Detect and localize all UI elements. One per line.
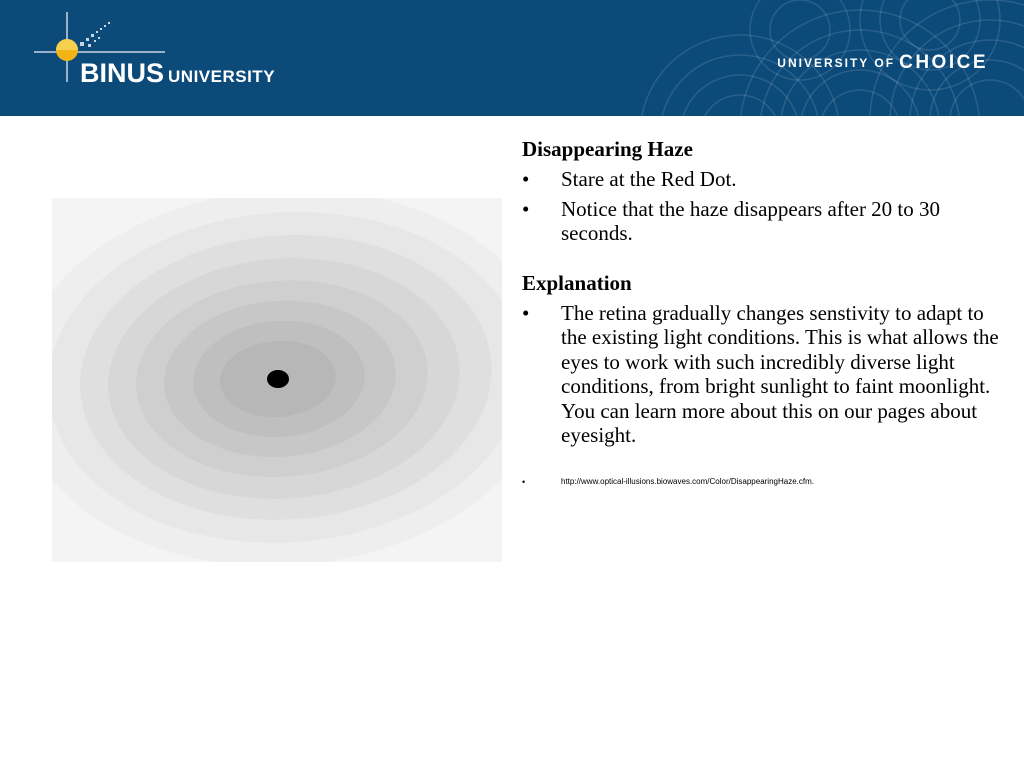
section-title-disappearing-haze: Disappearing Haze <box>522 137 693 161</box>
slide-content <box>522 136 1002 487</box>
explanation-list <box>522 301 1002 448</box>
source-citation <box>522 477 1002 487</box>
list-item <box>522 301 1002 448</box>
list-item <box>522 197 1002 246</box>
logo-primary-text: BINUS <box>80 58 165 88</box>
haze-instructions-list <box>522 167 1002 246</box>
disappearing-haze-illustration <box>52 198 502 562</box>
tagline-emphasis: CHOICE <box>899 52 988 73</box>
logo-secondary-text: UNIVERSITY <box>168 67 276 86</box>
bullet-text: The retina gradually changes senstivity to adapt to the existing light conditions. This is what allows the eyes to work with such incredibly diverse light conditions, from bright sunlight to faint moonlight. You can learn more about this on our pages about eyesight. <box>561 300 999 447</box>
logo-wordmark <box>80 58 275 89</box>
bullet-icon: • <box>522 196 530 221</box>
header-banner <box>0 0 1024 116</box>
section-title-explanation: Explanation <box>522 270 632 295</box>
tagline-prefix: UNIVERSITY OF <box>777 56 896 70</box>
bullet-icon: • <box>522 476 526 487</box>
list-item <box>522 167 1002 192</box>
bullet-icon: • <box>522 300 530 325</box>
focus-dot-icon <box>267 370 289 388</box>
bullet-icon: • <box>522 167 530 191</box>
bullet-text: Notice that the haze disappears after 20 to 30 seconds. <box>561 196 941 245</box>
bullet-text: Stare at the Red Dot. <box>561 167 737 191</box>
tagline <box>777 52 988 74</box>
source-url-text: http://www.optical-illusions.biowaves.com/Color/DisappearingHaze.cfm. <box>561 476 814 486</box>
